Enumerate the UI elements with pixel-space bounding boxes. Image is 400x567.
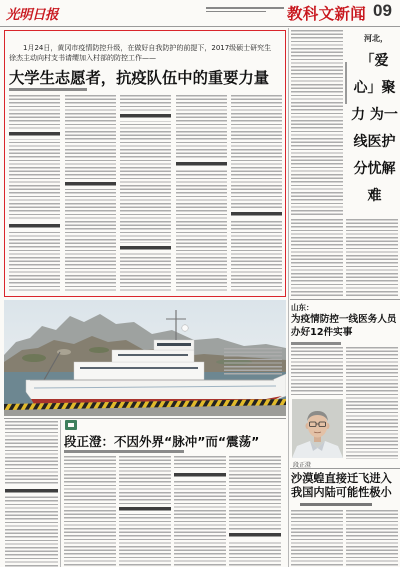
page-number: 09 xyxy=(373,1,392,20)
column-badge-icon xyxy=(65,420,77,430)
photo-rule xyxy=(4,418,286,419)
header-rule xyxy=(0,26,400,27)
lead-subhead xyxy=(176,159,227,169)
hebei-byline xyxy=(345,62,347,104)
right-column-rule xyxy=(290,299,400,300)
lead-story-frame xyxy=(4,30,286,297)
profile-subhead xyxy=(229,530,281,540)
portrait-caption: 段正澄 xyxy=(293,462,312,469)
dateline xyxy=(206,7,284,13)
shandong-headline: 为疫情防控一线医务人员办好12件实事 xyxy=(291,314,397,338)
masthead-logo: 光明日报 xyxy=(6,7,58,23)
hebei-body-col-1 xyxy=(291,219,343,296)
shandong-byline xyxy=(291,342,341,345)
ship-photo-caption xyxy=(224,348,282,376)
locust-headline: 沙漠蝗直接迁飞进入我国内陆可能性极小 xyxy=(291,472,392,499)
portrait-photo xyxy=(292,399,343,458)
lead-subhead xyxy=(65,179,116,189)
lead-byline xyxy=(9,88,87,91)
lead-column-1 xyxy=(9,95,60,293)
lead-subhead xyxy=(120,243,171,253)
shandong-kicker: 山东： xyxy=(291,303,314,312)
lead-column-2 xyxy=(65,95,116,293)
profile-subhead xyxy=(119,504,171,514)
lead-subhead xyxy=(9,129,60,139)
lead-subhead xyxy=(120,111,171,121)
lower-left-subhead xyxy=(5,486,58,496)
lead-column-4 xyxy=(176,95,227,293)
profile-subhead xyxy=(174,470,226,480)
hebei-body-col-2 xyxy=(346,219,398,296)
profile-column-4 xyxy=(229,456,281,567)
section-title: 教科文新闻 xyxy=(287,5,367,23)
lead-column-3 xyxy=(120,95,171,293)
locust-body-col-1 xyxy=(291,510,343,567)
ship-photo xyxy=(4,300,286,416)
right-column-rule xyxy=(290,468,400,469)
shandong-body-col-1 xyxy=(291,347,343,396)
profile-headline: 段正澄：不因外界“脉冲”而“震荡” xyxy=(64,434,260,449)
hebei-headline: 「爱心」聚力 为一线医护分忧解难 xyxy=(351,53,398,204)
lead-headline: 大学生志愿者，抗疫队伍中的重要力量 xyxy=(9,69,270,87)
locust-subtitle xyxy=(300,503,372,506)
hebei-body-left xyxy=(291,30,343,215)
lead-subhead xyxy=(9,221,60,231)
portrait-image xyxy=(292,399,343,458)
lead-intro: 1月24日，黄冈市疫情防控升级，在做好自我防护的前提下，2017级硕士研究生徐杰主动向村支书请缨加入村部的防控工作—— xyxy=(9,44,272,62)
locust-body-col-2 xyxy=(346,510,398,567)
hebei-kicker: 河北， xyxy=(364,34,388,43)
dateline-text xyxy=(206,11,266,13)
lower-column-rule xyxy=(60,420,61,567)
shandong-body-col-2 xyxy=(346,347,398,459)
lead-subhead xyxy=(231,209,282,219)
profile-column-1 xyxy=(64,456,116,567)
profile-byline xyxy=(64,450,184,453)
lead-column-5 xyxy=(231,95,282,293)
column-rule-right xyxy=(288,28,289,567)
dateline-text xyxy=(206,7,284,9)
